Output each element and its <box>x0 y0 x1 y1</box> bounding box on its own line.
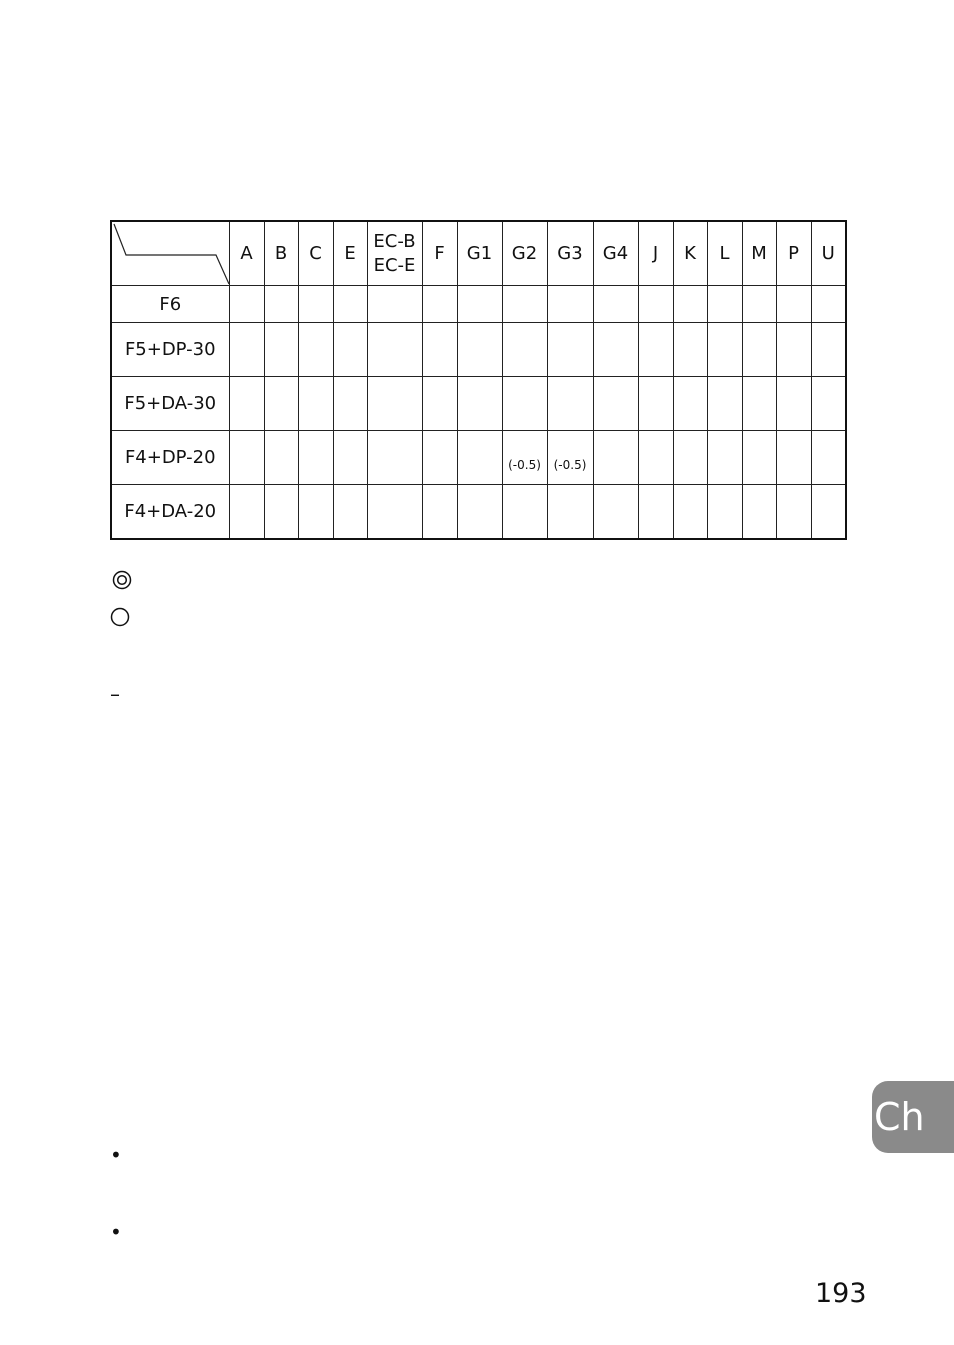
col-header-g4: G4 <box>593 221 638 286</box>
table-cell <box>638 286 673 323</box>
table-cell <box>229 286 264 323</box>
chapter-tab-chinese[interactable]: Ch <box>872 1081 954 1153</box>
table-cell <box>298 286 333 323</box>
compatibility-table <box>110 220 847 540</box>
table-cell <box>638 323 673 377</box>
table-cell <box>707 485 742 540</box>
table-cell <box>547 323 593 377</box>
table-cell <box>264 485 298 540</box>
table-cell <box>502 485 547 540</box>
double-circle-icon <box>110 569 132 591</box>
table-cell <box>742 431 776 485</box>
table-cell <box>811 377 846 431</box>
table-cell <box>673 377 707 431</box>
table-cell <box>776 286 811 323</box>
table-cell <box>638 377 673 431</box>
table-cell <box>811 323 846 377</box>
page-number: 193 <box>815 1278 867 1309</box>
table-cell <box>422 377 457 431</box>
bullet-point: • <box>110 1220 122 1244</box>
col-header-g3: G3 <box>547 221 593 286</box>
table-cell <box>502 323 547 377</box>
table-cell <box>742 286 776 323</box>
table-cell <box>547 286 593 323</box>
table-cell <box>298 377 333 431</box>
table-cell <box>367 323 422 377</box>
col-header-l: L <box>707 221 742 286</box>
col-header-k: K <box>673 221 707 286</box>
table-cell <box>673 323 707 377</box>
bullet-point: • <box>110 1143 122 1167</box>
table-cell <box>707 431 742 485</box>
table-cell <box>367 377 422 431</box>
table-cell <box>333 431 367 485</box>
row-header: F6 <box>111 286 229 323</box>
col-header-b: B <box>264 221 298 286</box>
table-cell <box>422 431 457 485</box>
table-cell <box>776 323 811 377</box>
table-cell <box>811 286 846 323</box>
table-cell <box>593 431 638 485</box>
table-cell <box>547 431 593 485</box>
table-cell <box>264 377 298 431</box>
diagonal-corner-line <box>112 222 230 285</box>
table-cell <box>229 431 264 485</box>
table-cell <box>547 377 593 431</box>
col-header-ec-b: EC-B <box>373 230 416 252</box>
table-cell <box>707 286 742 323</box>
table-cell <box>593 323 638 377</box>
col-header-ec <box>367 221 422 286</box>
table-cell <box>673 286 707 323</box>
col-header-j: J <box>638 221 673 286</box>
table-cell <box>638 431 673 485</box>
table-cell <box>264 323 298 377</box>
table-cell <box>333 323 367 377</box>
table-cell <box>457 377 502 431</box>
table-cell <box>502 286 547 323</box>
table-cell <box>776 431 811 485</box>
table-cell <box>776 485 811 540</box>
table-cell <box>333 377 367 431</box>
table-cell <box>229 485 264 540</box>
col-header-ec-e: EC-E <box>373 254 416 276</box>
table-row <box>111 431 846 485</box>
table-row <box>111 485 846 540</box>
row-header: F5+DP-30 <box>111 323 229 377</box>
table-cell <box>502 431 547 485</box>
table-cell <box>457 431 502 485</box>
circle-icon <box>110 606 132 628</box>
table-cell <box>502 377 547 431</box>
table-cell <box>367 485 422 540</box>
col-header-u: U <box>811 221 846 286</box>
col-header-p: P <box>776 221 811 286</box>
table-cell <box>673 485 707 540</box>
table-cell <box>333 485 367 540</box>
table-cell <box>673 431 707 485</box>
table-cell <box>457 286 502 323</box>
col-header-c: C <box>298 221 333 286</box>
cell-note: (-0.5) <box>508 457 541 472</box>
table-corner-cell <box>111 221 229 286</box>
table-cell <box>229 377 264 431</box>
table-cell <box>811 431 846 485</box>
table-cell <box>742 377 776 431</box>
table-row <box>111 323 846 377</box>
table-cell <box>742 323 776 377</box>
table-cell <box>593 377 638 431</box>
table-cell <box>367 286 422 323</box>
table-cell <box>707 323 742 377</box>
table-cell <box>422 485 457 540</box>
table-cell <box>298 431 333 485</box>
col-header-g2: G2 <box>502 221 547 286</box>
table-header-row <box>111 221 846 286</box>
table-row <box>111 286 846 323</box>
table-cell <box>367 431 422 485</box>
table-row <box>111 377 846 431</box>
table-cell <box>593 286 638 323</box>
col-header-g1: G1 <box>457 221 502 286</box>
table-cell <box>811 485 846 540</box>
col-header-m: M <box>742 221 776 286</box>
cell-note: (-0.5) <box>553 457 587 472</box>
row-header: F4+DP-20 <box>111 431 229 485</box>
col-header-e: E <box>333 221 367 286</box>
col-header-a: A <box>229 221 264 286</box>
table-cell <box>776 377 811 431</box>
table-cell <box>707 377 742 431</box>
dash-symbol: – <box>110 682 120 706</box>
row-header: F4+DA-20 <box>111 485 229 540</box>
table-cell <box>742 485 776 540</box>
table-cell <box>422 286 457 323</box>
row-header: F5+DA-30 <box>111 377 229 431</box>
table-cell <box>547 485 593 540</box>
table-cell <box>593 485 638 540</box>
table-cell <box>457 485 502 540</box>
table-cell <box>264 286 298 323</box>
table-cell <box>264 431 298 485</box>
table-cell <box>229 323 264 377</box>
table-cell <box>638 485 673 540</box>
col-header-f: F <box>422 221 457 286</box>
table-cell <box>298 485 333 540</box>
table-cell <box>422 323 457 377</box>
table-cell <box>298 323 333 377</box>
table-cell <box>457 323 502 377</box>
table-cell <box>333 286 367 323</box>
